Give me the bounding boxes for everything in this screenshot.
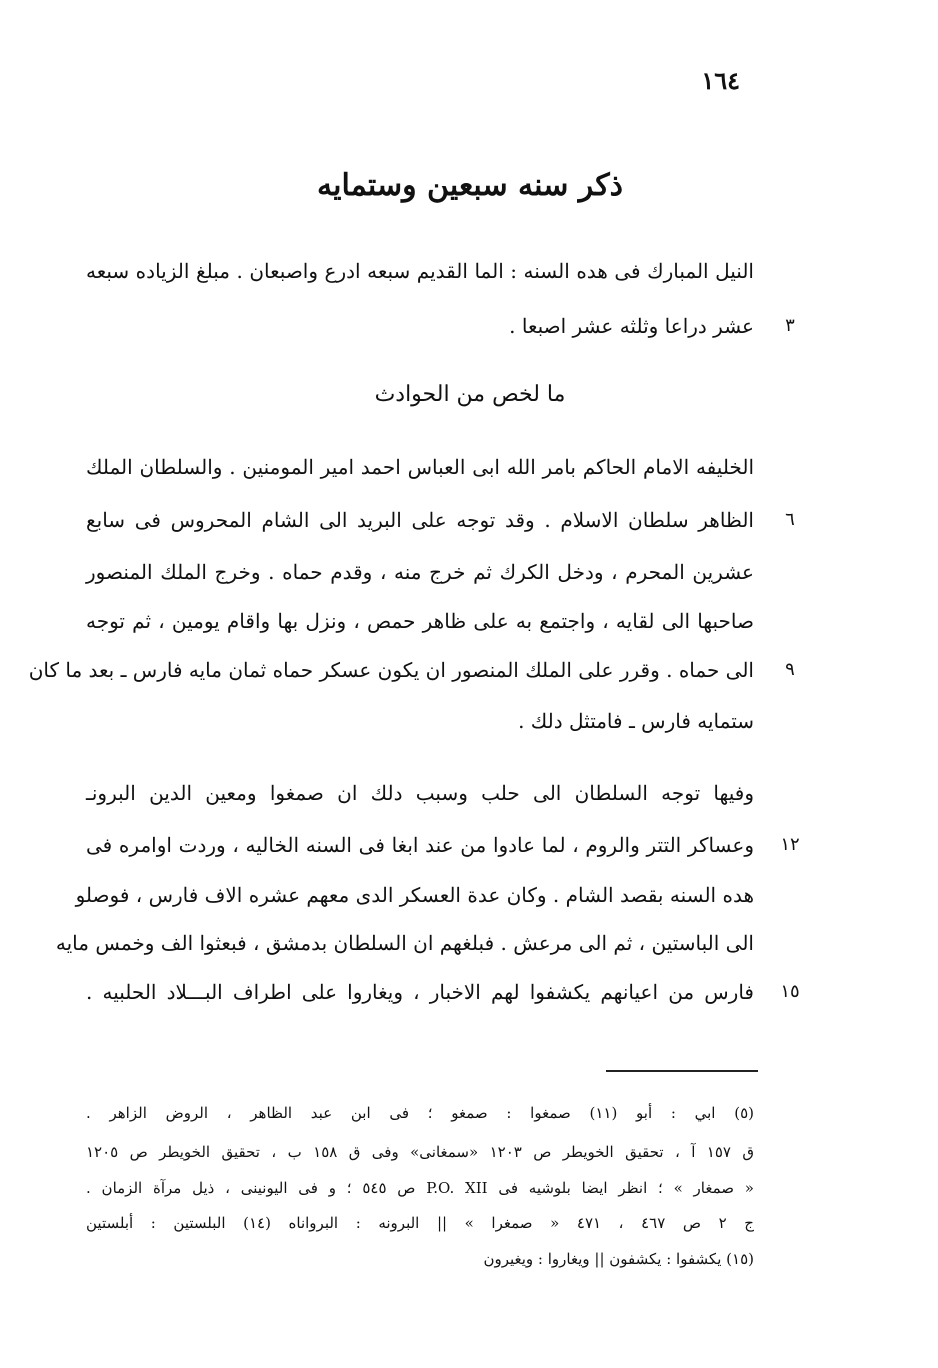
text-line: النيل المبارك فى هده السنه : الما القديم سبعه ادرع واصبعان . مبلغ الزياده سبعه <box>86 259 754 283</box>
footnote-divider <box>606 1070 758 1072</box>
footnote-line: (١٥) يكشفوا : يكشفون || ويغاروا : ويغيرون <box>483 1250 754 1268</box>
text-line: الخليفه الامام الحاكم بامر الله ابى العباس احمد امير المومنين . والسلطان الملك <box>86 455 754 479</box>
text-line: الى حماه . وقرر على الملك المنصور ان يكون عسكر حماه ثمان مايه فارس ـ بعد ما كان <box>28 658 754 682</box>
line-number: ١٥ <box>780 981 800 1002</box>
footnote-line: (٥) ابي : أبو (١١) صمغوا : صمغو ؛ فى ابن عبد الظاهر ، الروض الزاهر . <box>86 1104 754 1122</box>
line-number: ١٢ <box>780 834 800 855</box>
line-number: ٦ <box>785 509 795 530</box>
footnote-line: ج ٢ ص ٤٦٧ ، ٤٧١ « صمغرا » || البرونه : البرواناه (١٤) البلستين : أبلستين <box>86 1214 754 1232</box>
text-line: هده السنه بقصد الشام . وكان عدة العسكر الدى معهم عشره الاف فارس ، فوصلو <box>75 883 754 907</box>
text-line: وعساكر التتر والروم ، لما عادوا من عند ابغا فى السنه الخاليه ، وردت اوامره فى <box>86 833 754 857</box>
footnote-line: ق ١٥٧ آ ، تحقيق الخويطر ص ١٢٠٣ «سمغانى» وفى ق ١٥٨ ب ، تحقيق الخويطر ص ١٢٠٥ <box>86 1143 754 1161</box>
text-line: ستمايه فارس ـ فامتثل دلك . <box>518 709 754 733</box>
text-line: وفيها توجه السلطان الى حلب وسبب دلك ان صمغوا ومعين الدين البرونـ <box>86 781 754 805</box>
text-line: الظاهر سلطان الاسلام . وقد توجه على البريد الى الشام المحروس فى سابع <box>86 508 754 532</box>
line-number: ٩ <box>785 659 795 680</box>
text-line: فارس من اعيانهم يكشفوا لهم الاخبار ، ويغاروا على اطراف البـــلاد الحلبيه . <box>86 980 754 1004</box>
footnote-line: « صمغار » ؛ انظر ايضا بلوشيه فى P.O. XII ص ٥٤٥ ؛ و فى اليونينى ، ذيل مرآة الزمان . <box>86 1179 754 1197</box>
page-number: ١٦٤ <box>701 66 740 95</box>
text-line: عشر دراعا وثلثه عشر اصبعا . <box>509 314 754 338</box>
section-title: ذكر سنه سبعين وستمايه <box>317 168 623 203</box>
text-line: الى الباستين ، ثم الى مرعش . فبلغهم ان السلطان بدمشق ، فبعثوا الف وخمس مايه <box>55 931 754 955</box>
text-line: صاحبها الى لقايه ، واجتمع به على ظاهر حمص ، ونزل بها واقام يومين ، ثم توجه <box>86 609 754 633</box>
section-heading: ما لخص من الحوادث <box>374 382 566 407</box>
text-line: عشرين المحرم ، ودخل الكرك ثم خرج منه ، وقدم حماه . وخرج الملك المنصور <box>86 560 754 584</box>
line-number: ٣ <box>785 315 795 336</box>
